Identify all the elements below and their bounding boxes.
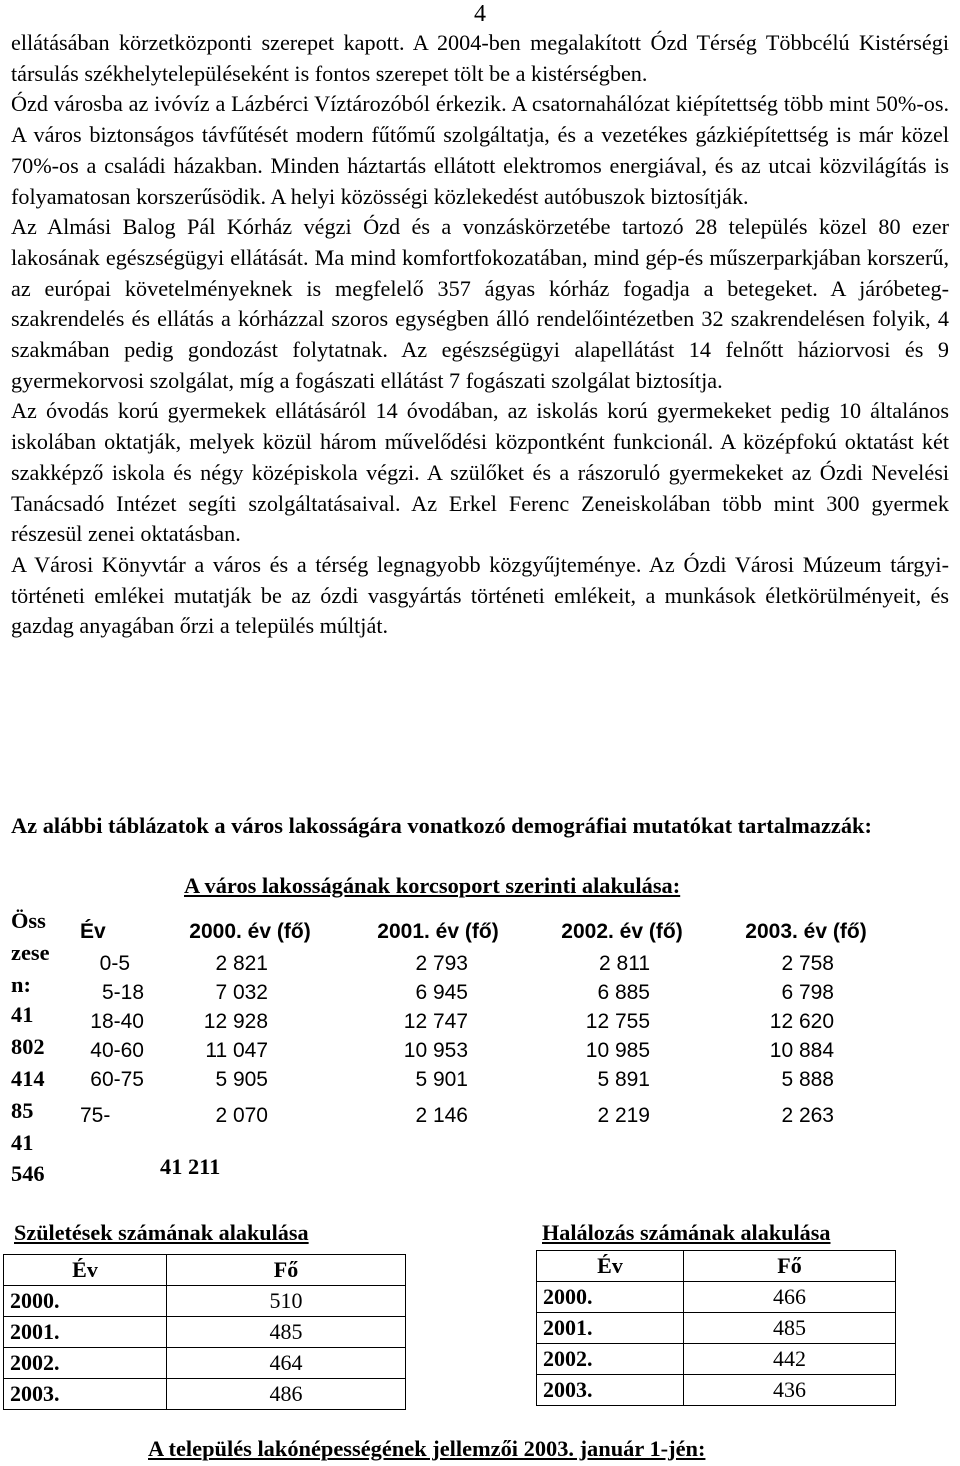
value-cell: 5 891 <box>597 1068 650 1091</box>
count-cell: 464 <box>167 1348 406 1379</box>
header-cell: 2000. év (fő) <box>189 920 311 943</box>
header-cell: Év <box>80 920 106 943</box>
value-cell: 10 985 <box>585 1039 650 1062</box>
population-heading: A település lakónépességének jellemzői 2003. január 1-jén: <box>148 1436 706 1461</box>
deaths-table <box>536 1250 896 1406</box>
age-group-cell: 18-40 <box>90 1010 144 1033</box>
value-cell: 11 047 <box>205 1039 268 1062</box>
table-row <box>537 1313 896 1344</box>
demographics-heading: Az alábbi táblázatok a város lakosságára vonatkozó demográfiai mutatókat tartalmazzák: <box>11 813 872 838</box>
header-cell: Év <box>4 1255 167 1286</box>
header-cell: 2001. év (fő) <box>377 920 499 943</box>
value-cell: 5 901 <box>415 1068 468 1091</box>
value-cell: 2 219 <box>597 1104 650 1127</box>
age-group-cell: 40-60 <box>90 1039 144 1062</box>
value-cell: 2 811 <box>599 952 650 975</box>
table-row <box>537 1251 896 1282</box>
age-group-cell: 5-18 <box>101 981 144 1004</box>
table-row <box>4 1286 406 1317</box>
paragraph: ellátásában körzetközponti szerepet kapott. A 2004-ben megalakított Ózd Térség Többcélú Kistérségi társulás székhelytelepüléseként is fontos szerepet tölt be a kistérségben. <box>11 30 949 86</box>
table-row <box>4 1255 406 1286</box>
value-cell: 10 884 <box>769 1039 834 1062</box>
value-cell: 10 953 <box>403 1039 468 1062</box>
year-cell: 2002. <box>537 1344 684 1375</box>
value-cell: 5 905 <box>215 1068 268 1091</box>
value-cell: 2 793 <box>415 952 468 975</box>
header-cell: Fő <box>684 1251 896 1282</box>
header-cell: Fő <box>167 1255 406 1286</box>
value-cell: 6 945 <box>415 981 468 1004</box>
age-group-cell: 60-75 <box>90 1068 144 1091</box>
year-cell: 2001. <box>4 1317 167 1348</box>
total-value-part: 41 <box>11 1129 34 1155</box>
age-table-title: A város lakosságának korcsoport szerinti alakulása: <box>184 873 681 898</box>
table-row <box>4 1317 406 1348</box>
total-value-part: 546 <box>11 1161 45 1187</box>
age-group-cell: 75- <box>80 1104 111 1127</box>
value-cell: 7 032 <box>215 981 268 1004</box>
table-row <box>537 1282 896 1313</box>
table-row <box>537 1375 896 1406</box>
value-cell: 5 888 <box>781 1068 834 1091</box>
count-cell: 466 <box>684 1282 896 1313</box>
count-cell: 442 <box>684 1344 896 1375</box>
total-value-part: 85 <box>11 1097 34 1123</box>
year-cell: 2003. <box>537 1375 684 1406</box>
paragraph: A Városi Könyvtár a város és a térség legnagyobb közgyűjteménye. Az Ózdi Városi Múzeum tárgyi-történeti emlékei mutatják be az ózdi vasgyártás történeti emlékeit, a munkások életkörülményeit, és gazdag anyagában őrzi a település múltját. <box>11 551 949 639</box>
total-label-part: zese <box>11 939 50 965</box>
count-cell: 485 <box>167 1317 406 1348</box>
value-cell: 12 620 <box>769 1010 834 1033</box>
table-row <box>4 1379 406 1410</box>
value-cell: 12 928 <box>203 1010 268 1033</box>
value-cell: 2 070 <box>215 1104 268 1127</box>
total-value-part: 41 <box>11 1002 34 1028</box>
value-cell: 2 758 <box>781 952 834 975</box>
count-cell: 510 <box>167 1286 406 1317</box>
body-text <box>11 28 949 642</box>
year-cell: 2002. <box>4 1348 167 1379</box>
births-table <box>3 1254 406 1410</box>
total-column <box>11 904 71 1190</box>
header-cell: Év <box>537 1251 684 1282</box>
age-group-cell: 0-5 <box>99 952 130 975</box>
deaths-title: Halálozás számának alakulása <box>542 1220 831 1245</box>
value-cell: 6 885 <box>597 981 650 1004</box>
total-value-part: 802 <box>11 1034 45 1060</box>
total-label-part: Öss <box>11 908 46 933</box>
value-cell: 6 798 <box>781 981 834 1004</box>
year-cell: 2000. <box>537 1282 684 1313</box>
paragraph: Az óvodás korú gyermekek ellátásáról 14 óvodában, az iskolás korú gyermekeket pedig 10 általános iskolában oktatják, melyek közül három művelődési központként funkcionál. A középfokú oktatást két szakképző iskola és négy középiskola végzi. A szülőket és a rászoruló gyermekeket az Ózdi Nevelési Tanácsadó Intézet segíti szolgáltatásaival. Az Erkel Ferenc Zeneiskolában több mint 300 gyermek részesül zenei oktatásban. <box>11 398 949 547</box>
births-title: Születések számának alakulása <box>14 1220 309 1245</box>
value-cell: 12 747 <box>403 1010 468 1033</box>
value-cell: 2 263 <box>781 1104 834 1127</box>
count-cell: 486 <box>167 1379 406 1410</box>
value-cell: 2 146 <box>415 1104 468 1127</box>
header-cell: 2002. év (fő) <box>561 920 683 943</box>
total-value-part: 414 <box>11 1065 45 1091</box>
header-cell: 2003. év (fő) <box>745 920 867 943</box>
table-row <box>537 1344 896 1375</box>
year-cell: 2000. <box>4 1286 167 1317</box>
value-cell: 2 821 <box>215 952 268 975</box>
count-cell: 485 <box>684 1313 896 1344</box>
count-cell: 436 <box>684 1375 896 1406</box>
value-cell: 12 755 <box>585 1010 650 1033</box>
sum-2000: 41 211 <box>160 1154 221 1179</box>
total-label-part: n: <box>11 971 31 997</box>
page-number: 4 <box>474 1 486 27</box>
table-row <box>4 1348 406 1379</box>
year-cell: 2001. <box>537 1313 684 1344</box>
year-cell: 2003. <box>4 1379 167 1410</box>
paragraph: Az Almási Balog Pál Kórház végzi Ózd és a vonzáskörzetébe tartozó 28 település közel 80 ezer lakosának egészségügyi ellátását. Ma mind komfortfokozatában, mind gép-és műszerparkjában korszerű, az európai követelményeknek is megfelelő 357 ágyas kórház fogadja a betegeket. A járóbeteg-szakrendelés és ellátás a kórházzal szoros egységben álló rendelőintézetben 32 szakrendelésen folyik, 4 szakmában pedig gondozást folytatnak. Az egészségügyi alapellátást 14 felnőtt háziorvosi és 9 gyermekorvosi szolgálat, míg a fogászati ellátást 7 fogászati szolgálat biztosítja. <box>11 214 949 393</box>
paragraph: Ózd városba az ivóvíz a Lázbérci Víztározóból érkezik. A csatornahálózat kiépítettség több mint 50%-os. A város biztonságos távfűtését modern fűtőmű szolgáltatja, és a vezetékes gázkiépítettség is már közel 70%-os a családi házakban. Minden háztartás ellátott elektromos energiával, és az utcai közvilágítás is folyamatosan korszerűsödik. A helyi közösségi közlekedést autóbuszok biztosítják. <box>11 91 949 209</box>
